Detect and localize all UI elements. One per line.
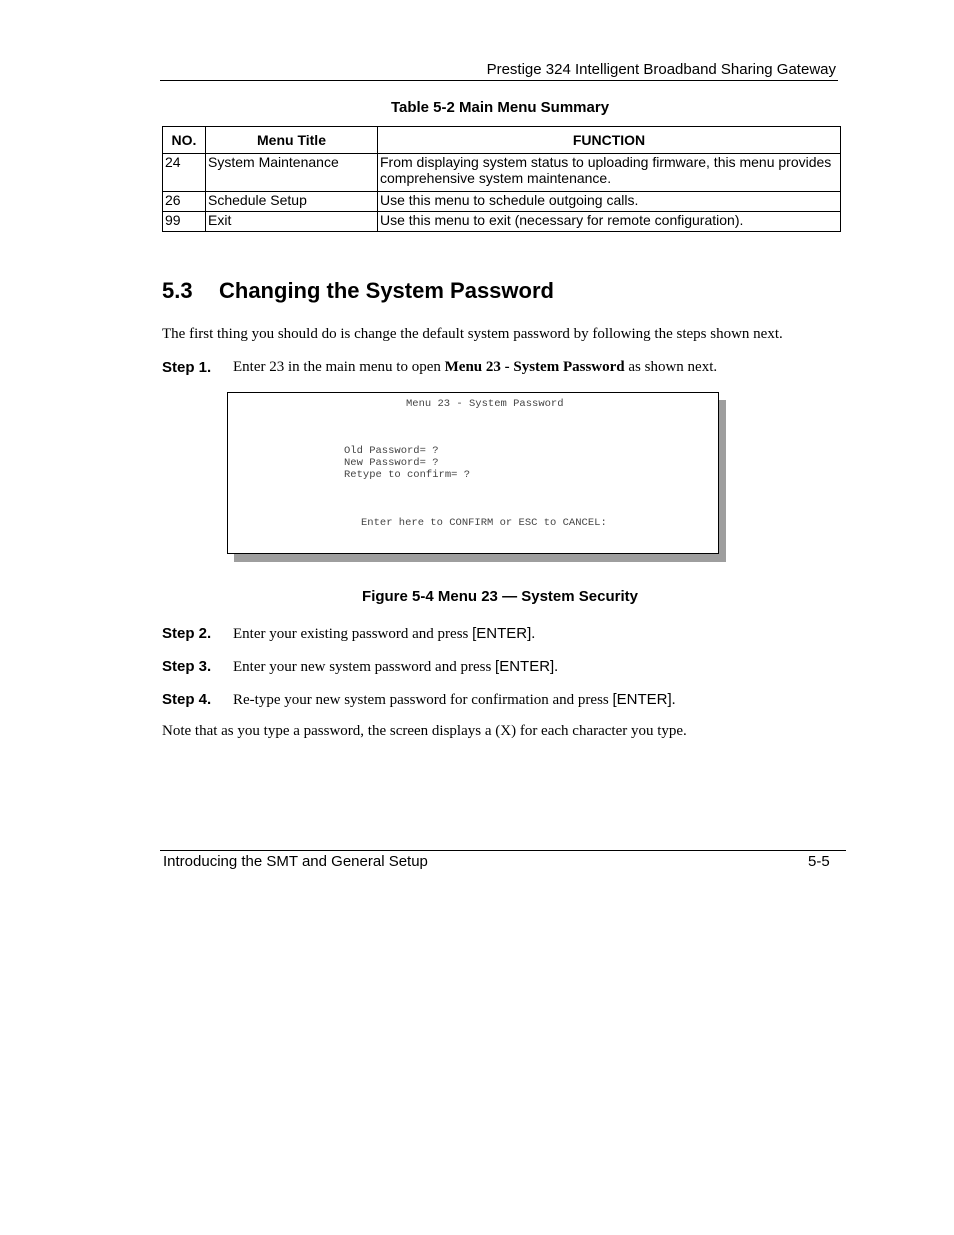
cell-no: 24 xyxy=(163,154,206,192)
section-title: Changing the System Password xyxy=(219,278,554,303)
cell-menu-title: System Maintenance xyxy=(206,154,378,192)
table-row xyxy=(163,212,841,232)
section-heading xyxy=(162,278,554,304)
column-header-no: NO. xyxy=(163,127,206,154)
enter-key: [ENTER] xyxy=(495,658,555,675)
menu-name: Menu 23 - System Password xyxy=(444,359,625,375)
cell-no: 99 xyxy=(163,212,206,232)
step-text-after: as shown next. xyxy=(624,359,718,375)
section-number: 5.3 xyxy=(162,278,193,303)
step-text xyxy=(233,658,558,676)
cell-function: From displaying system status to uploading firmware, this menu provides comprehensive system maintenance. xyxy=(378,154,841,192)
cell-menu-title: Schedule Setup xyxy=(206,192,378,212)
step-text-end: . xyxy=(671,692,676,708)
step-label: Step 1. xyxy=(162,359,212,376)
main-menu-summary-table xyxy=(162,126,841,232)
cell-function: Use this menu to exit (necessary for remote configuration). xyxy=(378,212,841,232)
step-label: Step 3. xyxy=(162,658,212,675)
table-row xyxy=(163,154,841,192)
page-number: 5-5 xyxy=(808,853,830,870)
cell-menu-title: Exit xyxy=(206,212,378,232)
retype-password-field: Retype to confirm= ? xyxy=(344,469,471,481)
table-caption: Table 5-2 Main Menu Summary xyxy=(390,99,610,116)
step-text-end: . xyxy=(554,659,558,675)
footer-rule xyxy=(160,850,846,851)
screen-title: Menu 23 - System Password xyxy=(406,398,564,410)
step-text-before: Enter 23 in the main menu to open xyxy=(233,359,445,375)
new-password-field: New Password= ? xyxy=(344,457,439,469)
intro-paragraph: The first thing you should do is change the default system password by following the steps shown next. xyxy=(162,326,783,342)
enter-key: [ENTER] xyxy=(612,691,672,708)
enter-key: [ENTER] xyxy=(472,625,532,642)
step-text xyxy=(233,625,535,643)
old-password-field: Old Password= ? xyxy=(344,445,439,457)
note-paragraph: Note that as you type a password, the screen displays a (X) for each character you type. xyxy=(162,723,687,739)
step-text xyxy=(233,691,675,709)
step-text-main: Enter your new system password and press xyxy=(233,659,496,675)
cell-function: Use this menu to schedule outgoing calls. xyxy=(378,192,841,212)
footer-chapter-title: Introducing the SMT and General Setup xyxy=(163,853,428,870)
step-text-main: Enter your existing password and press xyxy=(233,626,473,642)
column-header-menu-title: Menu Title xyxy=(206,127,378,154)
figure-caption: Figure 5-4 Menu 23 — System Security xyxy=(362,588,638,605)
step-text xyxy=(233,359,717,376)
terminal-screen xyxy=(227,392,719,554)
step-text-main: Re-type your new system password for confirmation and press xyxy=(233,692,613,708)
table-row xyxy=(163,192,841,212)
step-label: Step 2. xyxy=(162,625,212,642)
cell-no: 26 xyxy=(163,192,206,212)
step-label: Step 4. xyxy=(162,691,212,708)
table-header-row xyxy=(163,127,841,154)
confirm-prompt: Enter here to CONFIRM or ESC to CANCEL: xyxy=(361,517,607,529)
column-header-function: FUNCTION xyxy=(378,127,841,154)
running-header: Prestige 324 Intelligent Broadband Sharing Gateway xyxy=(486,61,836,78)
header-rule xyxy=(160,80,838,81)
step-text-end: . xyxy=(531,626,536,642)
